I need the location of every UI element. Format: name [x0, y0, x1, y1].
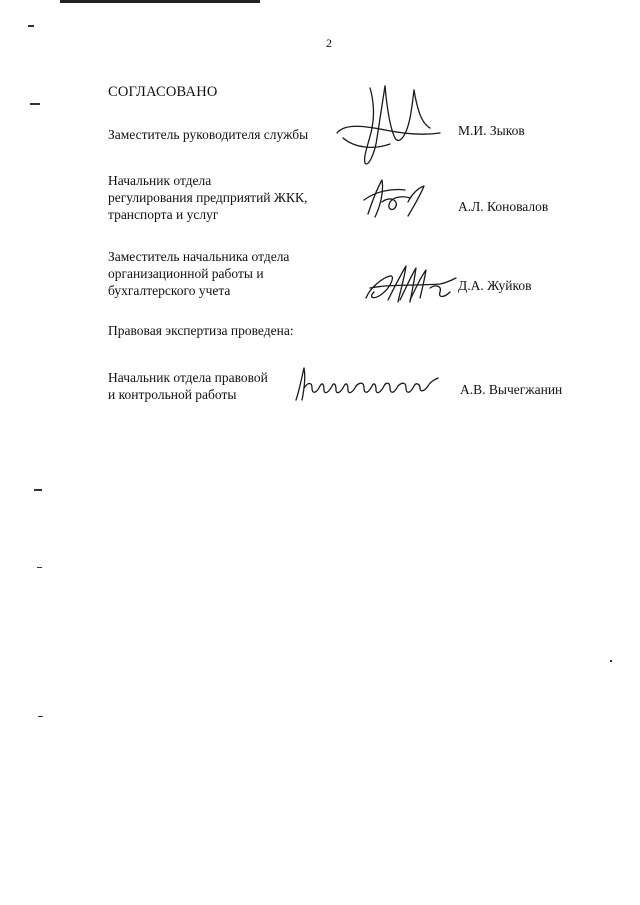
signature-konovalov	[360, 172, 430, 222]
scan-speck	[30, 103, 40, 105]
approver-name: А.Л. Коновалов	[458, 199, 549, 214]
scan-speck	[34, 489, 42, 491]
legal-reviewer-position-line: и контрольной работы	[108, 387, 237, 402]
approver-position-line: Заместитель руководителя службы	[108, 127, 309, 142]
signature-vychegzhanin	[292, 364, 442, 404]
approver-position-line: организационной работы и	[108, 266, 264, 281]
approver-position-line: бухгалтерского учета	[108, 283, 231, 298]
signature-zhuikov	[360, 258, 460, 308]
scan-speck	[610, 660, 612, 662]
signature-zykov	[335, 78, 445, 178]
approver-name: Д.А. Жуйков	[458, 278, 532, 293]
scan-speck	[28, 25, 34, 27]
scan-speck	[38, 716, 43, 717]
approver-position-line: регулирования предприятий ЖКК,	[108, 190, 308, 205]
approval-heading: СОГЛАСОВАНО	[108, 84, 218, 100]
page-number: 2	[326, 36, 332, 50]
approver-position-line: Начальник отдела	[108, 173, 212, 188]
legal-reviewer-name: А.В. Вычегжанин	[460, 382, 563, 397]
scan-speck	[37, 567, 42, 568]
approver-name: М.И. Зыков	[458, 123, 525, 138]
legal-review-caption: Правовая экспертиза проведена:	[108, 323, 294, 338]
legal-reviewer-position-line: Начальник отдела правовой	[108, 370, 268, 385]
approver-position-line: Заместитель начальника отдела	[108, 249, 290, 264]
scan-edge-line	[60, 0, 260, 3]
approver-position-line: транспорта и услуг	[108, 207, 219, 222]
